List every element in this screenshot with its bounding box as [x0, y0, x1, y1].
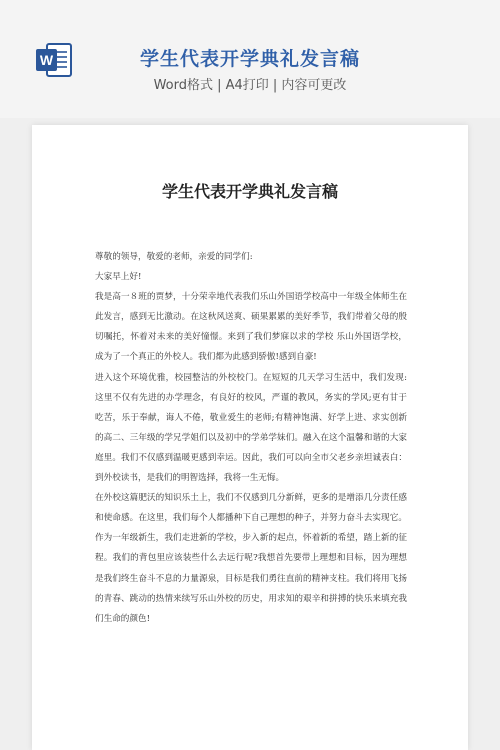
document-paragraph: 进入这个环境优雅，校园整洁的外校校门。在短短的几天学习生活中，我们发现:这里不仅有先进的办学理念，有良好的校风，严谨的教风，务实的学风;更有甘于吃苦，乐于奉献，诲人不倦，敬业爱生的老师;有精神饱满、好学上进、求实创新的高二、三年级的学兄学姐们以及初中的学弟学妹们。融入在这个温馨和谐的大家庭里。我们不仅感到温暖更感到幸运。因此，我们可以向全市父老乡亲坦诚表白：到外校读书，是我们的明智选择，我将一生无悔。	[95, 372, 407, 484]
document-body	[95, 247, 407, 629]
svg-text:W: W	[39, 52, 54, 68]
header-subtitle: Word格式 | A4打印 | 内容可更改	[153, 78, 347, 93]
document-paragraph: 我是高一８班的贾梦，十分荣幸地代表我们乐山外国语学校高中一年级全体师生在此发言，感到无比激动。在这秋风送爽、硕果累累的美好季节，我们带着父母的殷切嘱托，怀着对未来的美好憧憬。来到了我们梦寐以求的学校 乐山外国语学校，成为了一个真正的外校人。我们都为此感到骄傲!感到自豪!	[95, 292, 407, 363]
document-paragraph: 大家早上好!	[95, 272, 142, 283]
document-paragraph: 在外校这篇肥沃的知识乐土上，我们不仅感到几分新鲜，更多的是增添几分责任感和使命感。在这里，我们每个人都播种下自己理想的种子，并努力奋斗去实现它。作为一年级新生，我们走进新的学校，步入新的起点，怀着新的希望，踏上新的征程。我们的背包里应该装些什么去远行呢?我想首先要带上理想和目标，因为理想是我们终生奋斗不息的力量源泉，目标是我们勇往直前的精神支柱。我们将用飞扬的青春、跳动的热情来续写乐山外校的历史，用求知的艰辛和拼搏的快乐来填充我们生命的颜色!	[95, 493, 407, 624]
document-title: 学生代表开学典礼发言稿	[161, 182, 338, 201]
document-page	[32, 125, 468, 750]
document-paragraph: 尊敬的领导，敬爱的老师，亲爱的同学们:	[95, 252, 253, 262]
page-header	[0, 0, 500, 118]
header-title: 学生代表开学典礼发言稿	[139, 48, 360, 70]
